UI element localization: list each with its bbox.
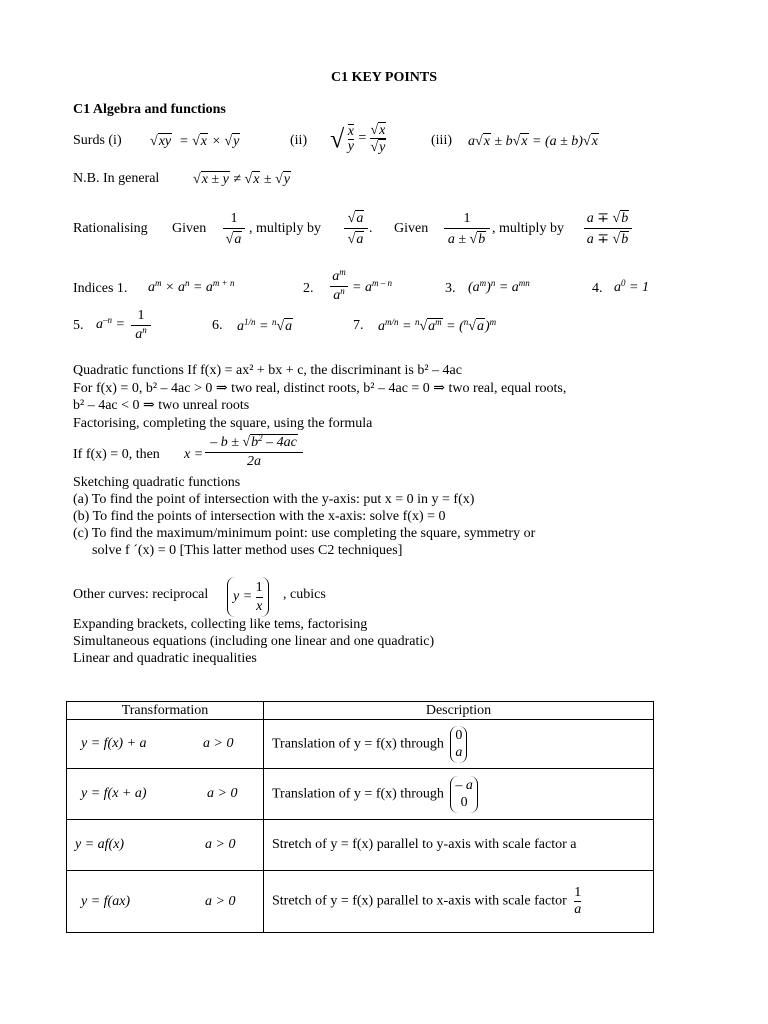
sketching-a: (a) To find the point of intersection with the y-axis: put x = 0 in y = f(x) xyxy=(73,492,475,507)
page-title: C1 KEY POINTS xyxy=(330,70,438,85)
nb-label: N.B. In general xyxy=(73,171,160,186)
surds-ii-label: (ii) xyxy=(290,133,308,148)
transformation-cell xyxy=(67,871,264,933)
transformation-equation: y = f(x + a) xyxy=(81,786,147,801)
index-law-2-fraction: $a^m$ $a^n$ xyxy=(330,270,348,303)
simultaneous-equations: Simultaneous equations (including one linear and one quadratic) xyxy=(73,634,435,649)
index-law-7: $a^{m/n} = ^n√a^m = (^n√a)^m$ xyxy=(378,317,497,334)
index-3-label: 3. xyxy=(445,281,456,296)
description-cell xyxy=(264,720,654,769)
quadratic-methods: Factorising, completing the square, using the formula xyxy=(73,416,373,431)
translation-vector: – a 0 xyxy=(450,776,478,813)
transformation-condition: a > 0 xyxy=(205,893,236,909)
index-law-4: $a^0 = 1$ xyxy=(614,278,649,295)
cubics-label: , cubics xyxy=(283,587,326,602)
transformation-equation: y = f(x) + a xyxy=(81,736,147,751)
surds-label: Surds (i) xyxy=(73,133,122,148)
period: . xyxy=(369,221,373,236)
description-cell xyxy=(264,871,654,933)
translation-vector: 0 a xyxy=(450,726,467,763)
quadratic-discriminant: Quadratic functions If f(x) = ax² + bx + c, the discriminant is b² – 4ac xyxy=(73,363,462,378)
transformations-table xyxy=(66,701,654,933)
quadratic-formula-x: x = xyxy=(184,447,204,462)
transformation-condition: a > 0 xyxy=(203,736,234,751)
transformation-condition: a > 0 xyxy=(205,837,236,852)
index-2-label: 2. xyxy=(303,281,314,296)
inequalities: Linear and quadratic inequalities xyxy=(73,651,257,666)
indices-label: Indices 1. xyxy=(73,281,128,296)
sketching-c2: solve f ´(x) = 0 [This latter method uses C2 techniques] xyxy=(92,543,403,558)
table-row xyxy=(67,820,654,871)
index-law-5-left: $a^{-n}$ = xyxy=(96,315,125,332)
sketching-c1: (c) To find the maximum/minimum point: use completing the square, symmetry or xyxy=(73,526,536,541)
fraction-1-over-root-a: 1 √a xyxy=(223,212,245,247)
fraction-conjugate: a ∓ √b a ∓ √b xyxy=(584,210,632,247)
index-7-label: 7. xyxy=(353,318,364,333)
index-4-label: 4. xyxy=(592,281,603,296)
description-text: Translation of y = f(x) through xyxy=(272,736,444,752)
transformation-equation: y = f(ax) xyxy=(81,893,131,909)
quadratic-formula-label: If f(x) = 0, then xyxy=(73,447,160,462)
transformation-cell xyxy=(67,720,264,769)
table-row xyxy=(67,720,654,769)
header-transformation: Transformation xyxy=(67,702,264,720)
section-heading: C1 Algebra and functions xyxy=(73,102,226,117)
given-2: Given xyxy=(394,221,429,236)
other-curves-label: Other curves: reciprocal xyxy=(73,587,209,602)
quadratic-roots-2: b² – 4ac < 0 ⇒ two unreal roots xyxy=(73,398,250,413)
description-cell xyxy=(264,820,654,871)
description-cell xyxy=(264,769,654,820)
table-row xyxy=(67,769,654,820)
table-row xyxy=(67,871,654,933)
description-text: Stretch of y = f(x) parallel to y-axis with scale factor a xyxy=(272,837,577,852)
description-text: Stretch of y = f(x) parallel to x-axis with scale factor xyxy=(272,893,567,909)
quadratic-roots-1: For f(x) = 0, b² – 4ac > 0 ⇒ two real, distinct roots, b² – 4ac = 0 ⇒ two real, equal roots, xyxy=(73,381,567,396)
rationalising-label: Rationalising xyxy=(73,221,148,236)
quadratic-formula: – $b \pm √b^2 - 4ac$ 2a xyxy=(205,434,303,469)
scale-factor-fraction: $\frac{1}{a}$ xyxy=(574,885,582,917)
reciprocal-equation: y = $\frac{1}{x}$ xyxy=(227,577,269,617)
index-law-2-result: = $a^{m - n}$ xyxy=(352,278,392,295)
fraction-1-over-a-pm-root-b: 1 a ± √b xyxy=(444,212,490,247)
fraction-root-a-over-root-a: √a √a xyxy=(344,210,368,247)
index-law-1: $a^m \times a^n = a^{m + n}$ xyxy=(148,278,235,295)
sketching-b: (b) To find the points of intersection with the x-axis: solve f(x) = 0 xyxy=(73,509,446,524)
surds-iii-label: (iii) xyxy=(431,133,452,148)
header-description: Description xyxy=(264,702,654,720)
transformation-equation: y = af(x) xyxy=(75,837,125,852)
sketching-heading: Sketching quadratic functions xyxy=(73,475,241,490)
surd-rule-iii: a√x ± b√x = (a ± b)√x xyxy=(468,134,598,149)
transformation-cell xyxy=(67,769,264,820)
index-5-label: 5. xyxy=(73,318,84,333)
transformation-cell xyxy=(67,820,264,871)
transformation-condition: a > 0 xyxy=(207,786,238,801)
surd-rule-i: √xy = √x × √y xyxy=(150,134,240,149)
surd-rule-ii: √ $\frac{x}{y}$ = $\frac{√x}{√y}$ xyxy=(330,123,386,155)
description-text: Translation of y = f(x) through xyxy=(272,786,444,802)
expanding-brackets: Expanding brackets, collecting like tems, factorising xyxy=(73,617,368,632)
multiply-by-1: , multiply by xyxy=(249,221,321,236)
given-1: Given xyxy=(172,221,207,236)
surd-nb-rule: √x ± y ≠ √x ± √y xyxy=(193,172,290,187)
index-law-3: $(a^m)^n = a^{mn}$ xyxy=(468,278,530,295)
multiply-by-2: , multiply by xyxy=(492,221,564,236)
index-law-6: $a^{1/n} = ^n√a$ xyxy=(237,317,293,334)
index-law-5-fraction: 1 $a^n$ xyxy=(131,309,151,342)
index-6-label: 6. xyxy=(212,318,223,333)
